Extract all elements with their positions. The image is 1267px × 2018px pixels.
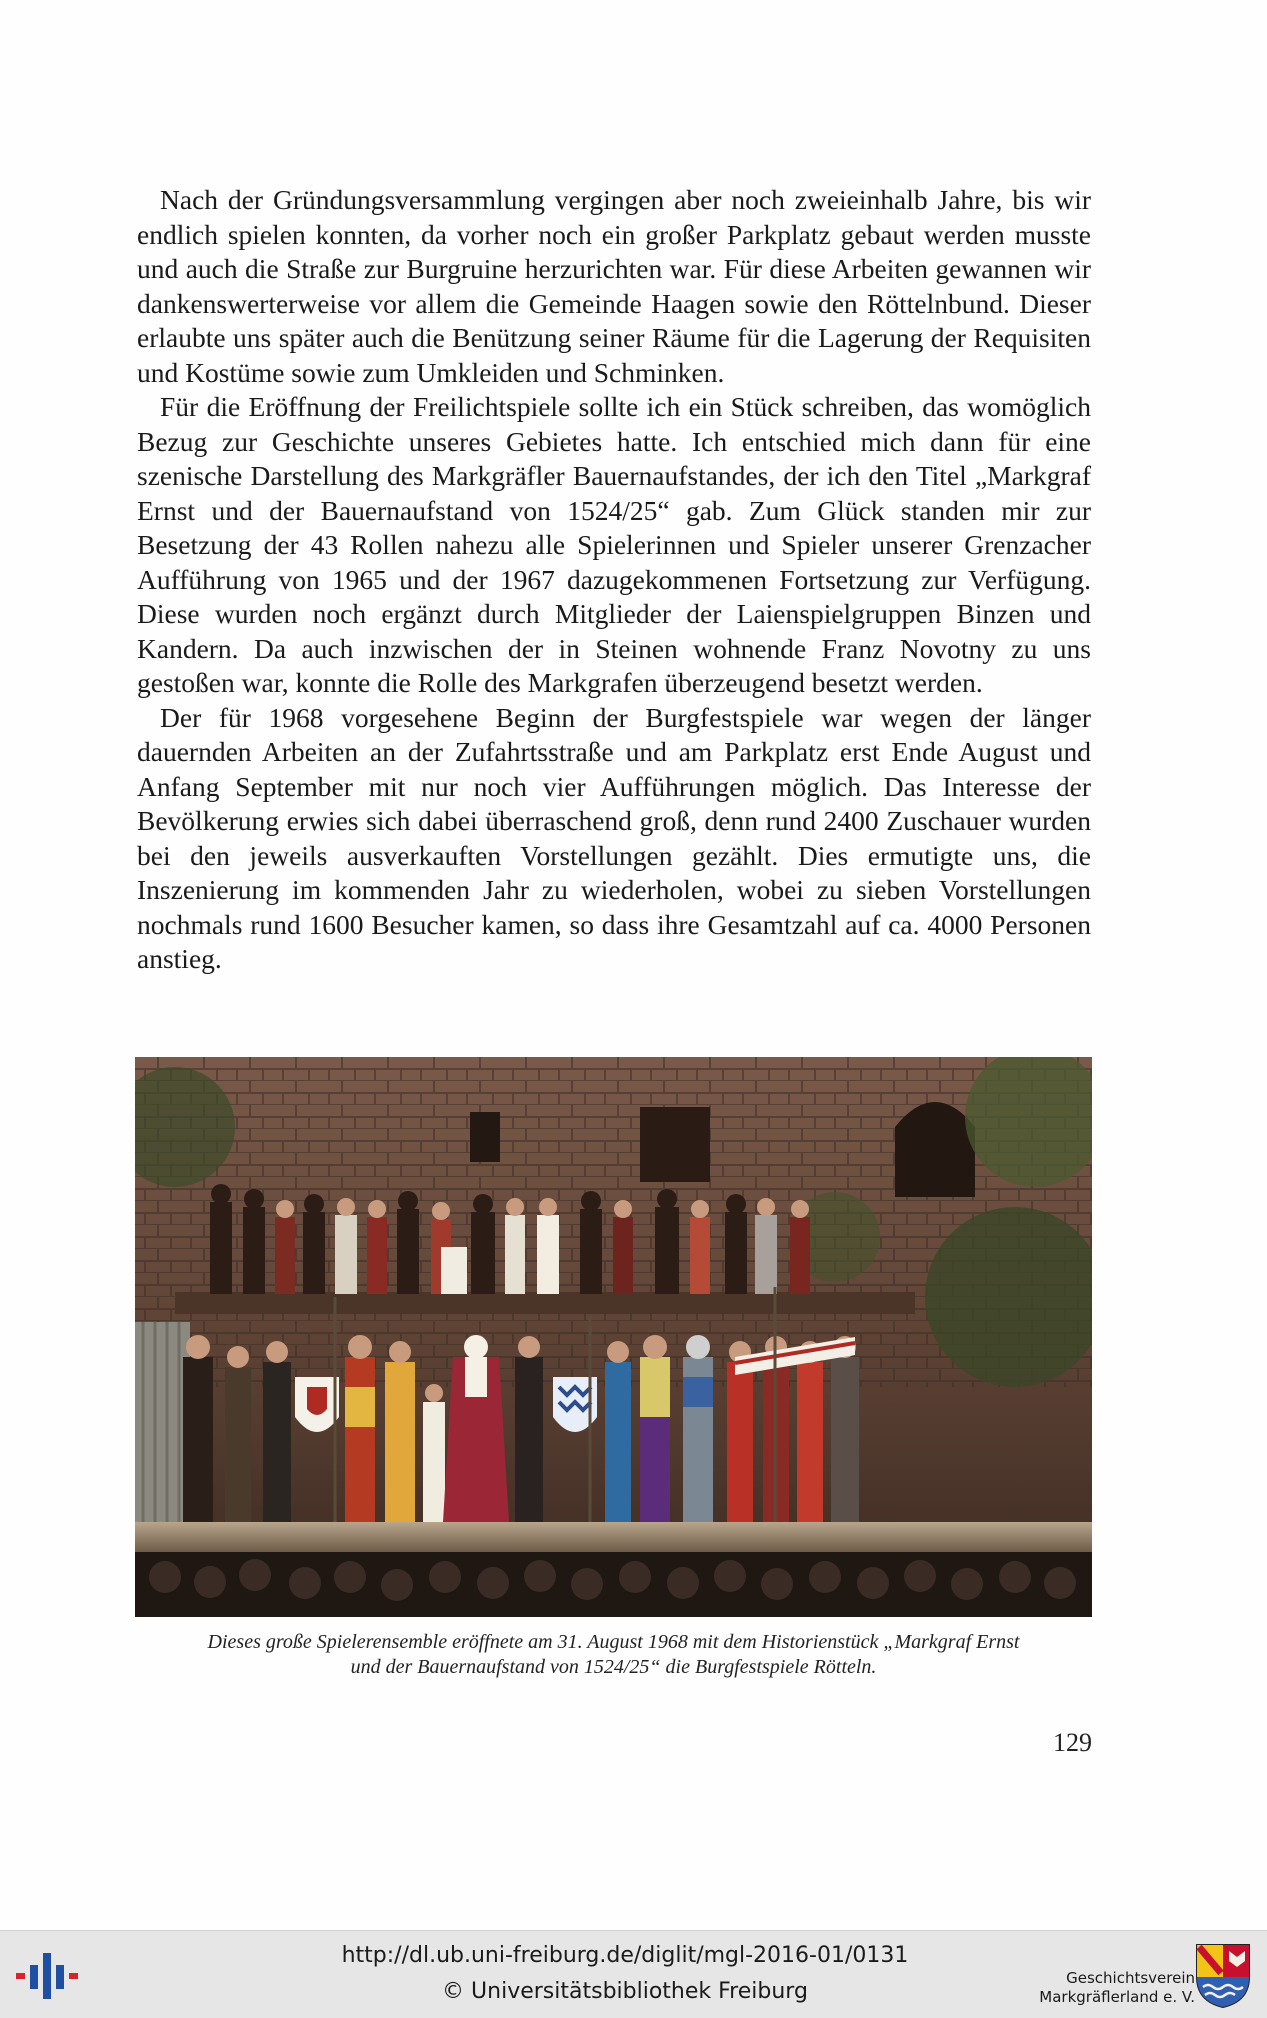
copyright-text: © Universitätsbibliothek Freiburg bbox=[442, 1979, 808, 2004]
page-number: 129 bbox=[1053, 1728, 1092, 1757]
source-url-link[interactable]: http://dl.ub.uni-freiburg.de/diglit/mgl-2016-01/0131 bbox=[341, 1943, 909, 1968]
paragraph-1: Nach der Gründungsversammlung vergingen aber noch zweieinhalb Jahre, bis wir endlich spielen konnten, da vorher noch ein großer Parkplatz gebaut werden musste und auch die Straße zur Burgruine herzurichten war. Für diese Arbeiten gewannen wir dankenswerterweise vor allem die Gemeinde Haagen sowie den Röttelnbund. Dieser erlaubte uns später auch die Benützung seiner Räume für die Lagerung der Requisiten und Kostüme sowie zum Umkleiden und Schminken. bbox=[137, 184, 1091, 388]
society-crest-icon bbox=[1195, 1943, 1251, 2009]
society-name bbox=[1005, 1969, 1195, 2007]
body-text bbox=[137, 183, 1091, 977]
society-line-2: Markgräflerland e. V. bbox=[1039, 1988, 1195, 2006]
photo-caption bbox=[120, 1630, 1107, 1680]
society-line-1: Geschichtsverein bbox=[1066, 1969, 1195, 1987]
paragraph-2: Für die Eröffnung der Freilichtspiele sollte ich ein Stück schreiben, das womöglich Bezug zur Geschichte unseres Gebietes hatte. Ich entschied mich dann für eine szenische Darstellung des Markgräfler Bauernaufstandes, der ich den Titel „Markgraf Ernst und der Bauernaufstand von 1524/25“ gab. Zum Glück standen mir zur Besetzung der 43 Rollen nahezu alle Spielerinnen und Spieler unserer Grenzacher Aufführung von 1965 und der 1967 dazugekommenen Fortsetzung zur Verfügung. Diese wurden noch ergänzt durch Mitglieder der Laienspielgruppen Binzen und Kandern. Da auch inzwischen der in Steinen wohnende Franz Novotny zu uns gestoßen war, konnte die Rolle des Markgrafen überzeugend besetzt werden. bbox=[137, 391, 1091, 698]
ensemble-photo bbox=[135, 1057, 1092, 1617]
caption-line-2: und der Bauernaufstand von 1524/25“ die Burgfestspiele Rötteln. bbox=[350, 1656, 877, 1678]
caption-line-1: Dieses große Spielerensemble eröffnete am 31. August 1968 mit dem Historienstück „Markgraf Ernst bbox=[207, 1631, 1020, 1653]
ub-freiburg-logo-icon[interactable] bbox=[14, 1951, 84, 2001]
paragraph-3: Der für 1968 vorgesehene Beginn der Burgfestspiele war wegen der länger dauernden Arbeiten an der Zufahrtsstraße und am Parkplatz erst Ende August und Anfang September mit nur noch vier Aufführungen möglich. Das Interesse der Bevölkerung erwies sich dabei überraschend groß, denn rund 2400 Zuschauer wurden bei den jeweils ausverkauften Vorstellungen gezählt. Dies ermutigte uns, die Inszenierung im kommenden Jahr zu wiederholen, wobei zu sieben Vorstellungen nochmals rund 1600 Besucher kamen, so dass ihre Gesamtzahl auf ca. 4000 Personen anstieg. bbox=[137, 701, 1091, 974]
footer-bar bbox=[0, 1930, 1267, 2018]
